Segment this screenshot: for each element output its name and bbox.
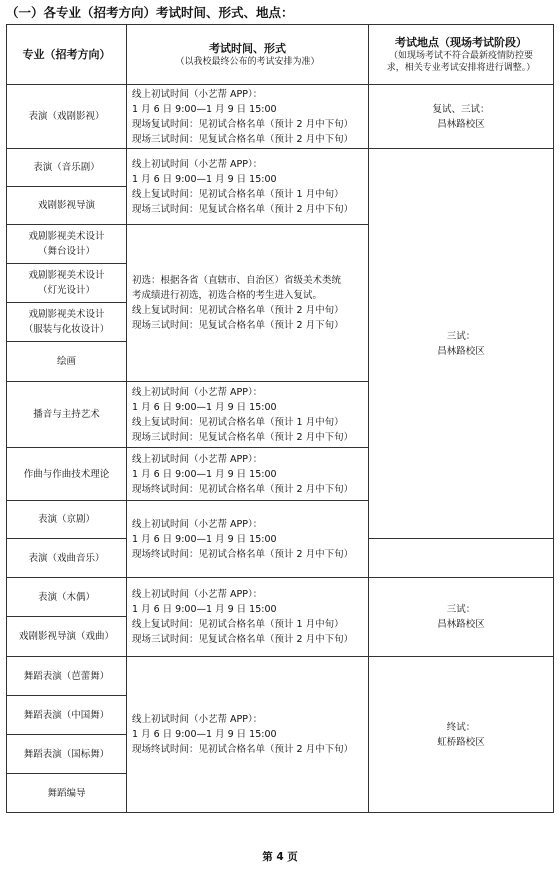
exam-schedule-table xyxy=(6,24,554,813)
exam-time-cell: 初选：根据各省（直辖市、自治区）省级美术类统 考成绩进行初选，初选合格的考生进入复试。 线上复试时间：见初试合格名单（预计 2 月中旬） 现场三试时间：见复试合格名单（预计 2 月下旬） xyxy=(127,225,369,382)
header-time: 考试时间、形式 （以我校最终公布的考试安排为准） xyxy=(127,25,369,85)
exam-time-cell: 线上初试时间（小艺帮 APP）： 1 月 6 日 9:00—1 月 9 日 15:00 线上复试时间：见初试合格名单（预计 1 月中旬） 现场三试时间：见复试合格名单（预计 2 月中下旬） xyxy=(127,382,369,448)
table-row xyxy=(7,657,554,696)
major-cell: 舞蹈编导 xyxy=(7,774,127,813)
table-header-row xyxy=(7,25,554,85)
major-cell: 播音与主持艺术 xyxy=(7,382,127,448)
major-cell: 舞蹈表演（国标舞） xyxy=(7,735,127,774)
major-cell: 表演（京剧） xyxy=(7,501,127,539)
major-cell: 戏剧影视导演（戏曲） xyxy=(7,617,127,657)
exam-location-cell: 三试： 昌林路校区 xyxy=(369,149,554,539)
major-cell: 舞蹈表演（芭蕾舞） xyxy=(7,657,127,696)
table-row xyxy=(7,578,554,617)
exam-location-cell: 复试、三试： 昌林路校区 xyxy=(369,85,554,149)
major-cell: 作曲与作曲技术理论 xyxy=(7,448,127,501)
major-cell: 戏剧影视美术设计 （灯光设计） xyxy=(7,264,127,303)
major-cell: 表演（木偶） xyxy=(7,578,127,617)
page-number: 第 4 页 xyxy=(262,851,298,863)
major-cell: 表演（戏曲音乐） xyxy=(7,539,127,578)
major-cell: 舞蹈表演（中国舞） xyxy=(7,696,127,735)
major-cell: 戏剧影视导演 xyxy=(7,187,127,225)
table-row xyxy=(7,149,554,187)
exam-time-cell: 线上初试时间（小艺帮 APP）： 1 月 6 日 9:00—1 月 9 日 15:00 现场复试时间：见初试合格名单（预计 2 月中下旬） 现场三试时间：见复试合格名单（预计 2 月中下旬） xyxy=(127,85,369,149)
exam-location-cell: 终试： 虹桥路校区 xyxy=(369,657,554,813)
major-cell: 戏剧影视美术设计 （服装与化妆设计） xyxy=(7,303,127,342)
major-cell: 表演（戏剧影视） xyxy=(7,85,127,149)
major-cell: 绘画 xyxy=(7,342,127,382)
major-cell: 戏剧影视美术设计 （舞台设计） xyxy=(7,225,127,264)
exam-time-cell: 线上初试时间（小艺帮 APP）： 1 月 6 日 9:00—1 月 9 日 15:00 现场终试时间：见初试合格名单（预计 2 月中下旬） xyxy=(127,657,369,813)
exam-time-cell: 线上初试时间（小艺帮 APP）： 1 月 6 日 9:00—1 月 9 日 15:00 现场终试时间：见初试合格名单（预计 2 月中下旬） xyxy=(127,448,369,501)
table-row xyxy=(7,85,554,149)
exam-location-cell: 三试： 昌林路校区 xyxy=(369,578,554,657)
exam-time-cell: 线上初试时间（小艺帮 APP）： 1 月 6 日 9:00—1 月 9 日 15:00 线上复试时间：见初试合格名单（预计 1 月中旬） 现场三试时间：见复试合格名单（预计 2 月中下旬） xyxy=(127,578,369,657)
exam-time-cell: 线上初试时间（小艺帮 APP）： 1 月 6 日 9:00—1 月 9 日 15:00 线上复试时间：见初试合格名单（预计 1 月中旬） 现场三试时间：见复试合格名单（预计 2 月中下旬） xyxy=(127,149,369,225)
header-location: 考试地点（现场考试阶段） （如现场考试不符合最新疫情防控要 求，相关专业考试安排将进行调整。） xyxy=(369,25,554,85)
major-cell: 表演（音乐剧） xyxy=(7,149,127,187)
exam-time-cell: 线上初试时间（小艺帮 APP）： 1 月 6 日 9:00—1 月 9 日 15:00 现场终试时间：见初试合格名单（预计 2 月中下旬） xyxy=(127,501,369,578)
header-major: 专业（招考方向） xyxy=(7,25,127,85)
section-heading: （一）各专业（招考方向）考试时间、形式、地点： xyxy=(6,5,294,20)
